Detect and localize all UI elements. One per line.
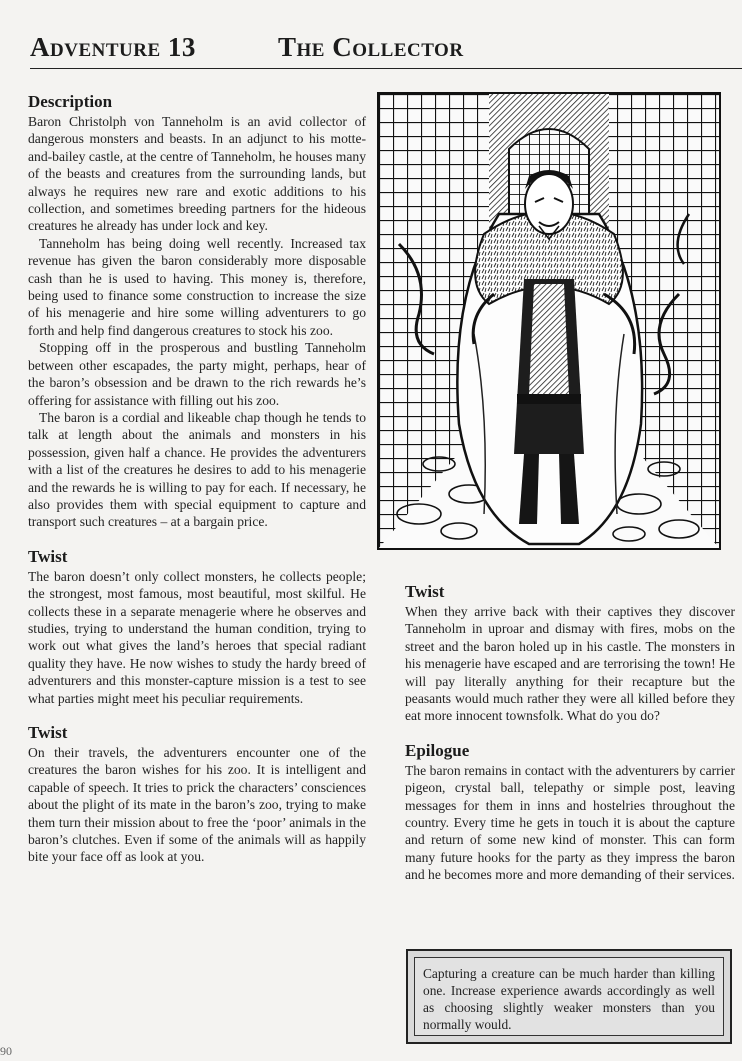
epilogue-heading: Epilogue xyxy=(405,740,470,760)
chapter-label: Adventure 13 xyxy=(30,32,196,62)
twist-heading-1: Twist xyxy=(28,546,68,566)
callout-inner-border xyxy=(414,957,724,1036)
twist-text-2: On their travels, the adventurers encounter one of the creatures the baron wishes for his zoo. It is intelligent and capable of speech. It tries to prick the characters’ consciences about the plight of its mate in the baron’s zoo, trying to make them turn their mission about to free the ‘poor’ animals in the baron’s clutches. Even if some of the animals will as happily bite your face off as look at you. xyxy=(28,745,366,865)
twist-text-3: When they arrive back with their captives they discover Tanneholm in uproar and dismay with fires, mobs on the street and the baron holed up in his castle. The monsters in his menagerie have escaped and are terrorising the town! He will pay literally anything for their recapture but the peasants would much rather they were all killed before they eat more innocent townsfolk. What do you do? xyxy=(405,604,735,724)
twist-text-1: The baron doesn’t only collect monsters, he collects people; the strongest, most famous, most beautiful, most skilful. He collects these in a separate menagerie where he observes and studies, trying to understand the human condition, trying to work out what gives the land’s heroes that special radiant quality they have. He now wishes to study the hardy breed of adventurers and this monster-capture mission is a test to see what parties might meet his peculiar requirements. xyxy=(28,568,366,706)
twist-section-1 xyxy=(28,547,366,707)
page-header xyxy=(30,28,742,69)
right-column xyxy=(405,582,735,900)
description-paragraph-4: The baron is a cordial and likeable chap though he tends to talk at length about the animals and monsters in his possession, given half a chance. He provides the adventurers with a list of the creatures he desires to add to his menagerie and the rewards he is willing to pay for each. If necessary, he also provides them with special equipment to capture and transport such creatures – at a bargain price. xyxy=(28,409,366,530)
description-paragraph-1: Baron Christolph von Tanneholm is an avid collector of dangerous monsters and beasts. In an adjunct to his motte-and-bailey castle, at the centre of Tanneholm, he houses many of the beasts and creatures from the surrounding lands, but always he requires new rare and exotic additions to his collection, and sometimes breeding partners for the hideous creatures he already has under lock and key. xyxy=(28,114,366,234)
twist-section-2 xyxy=(28,723,366,866)
description-heading: Description xyxy=(28,92,113,111)
description-section xyxy=(28,92,366,531)
page-number: 90 xyxy=(0,1044,12,1058)
twist-section-3 xyxy=(405,582,735,725)
epilogue-section xyxy=(405,741,735,884)
gm-tip-callout xyxy=(406,949,732,1044)
twist-heading-3: Twist xyxy=(405,582,445,601)
epilogue-text: The baron remains in contact with the adventurers by carrier pigeon, crystal ball, telepathy or simple post, leaving messages for them in inns and hostelries throughout the country. Every time he gets in touch it is about the capture and return of some new kind of monster. This can form many future hooks for the party as they impress the baron and he becomes more and more demanding of their services. xyxy=(405,762,735,883)
description-paragraph-2: Tanneholm has being doing well recently. Increased tax revenue has given the baron considerably more disposable cash than he is used to having. This money is, therefore, being used to finance some construction to increase the size of his menagerie and hire some willing adventurers to go forth and help find dangerous creatures to stock his zoo. xyxy=(28,235,366,338)
left-column xyxy=(28,92,366,882)
callout-text: Capturing a creature can be much harder than killing one. Increase experience awards accordingly as well as choosing slightly weaker monsters than you normally would. xyxy=(423,966,715,1032)
twist-heading-2: Twist xyxy=(28,723,68,742)
description-paragraph-3: Stopping off in the prosperous and bustling Tanneholm between other escapades, the party might, perhaps, hear of the baron’s obsession and be drawn to the rich rewards he’s offering for assistance with filling out his zoo. xyxy=(28,340,366,408)
baron-illustration xyxy=(377,92,721,550)
chapter-title: The Collector xyxy=(278,32,464,62)
